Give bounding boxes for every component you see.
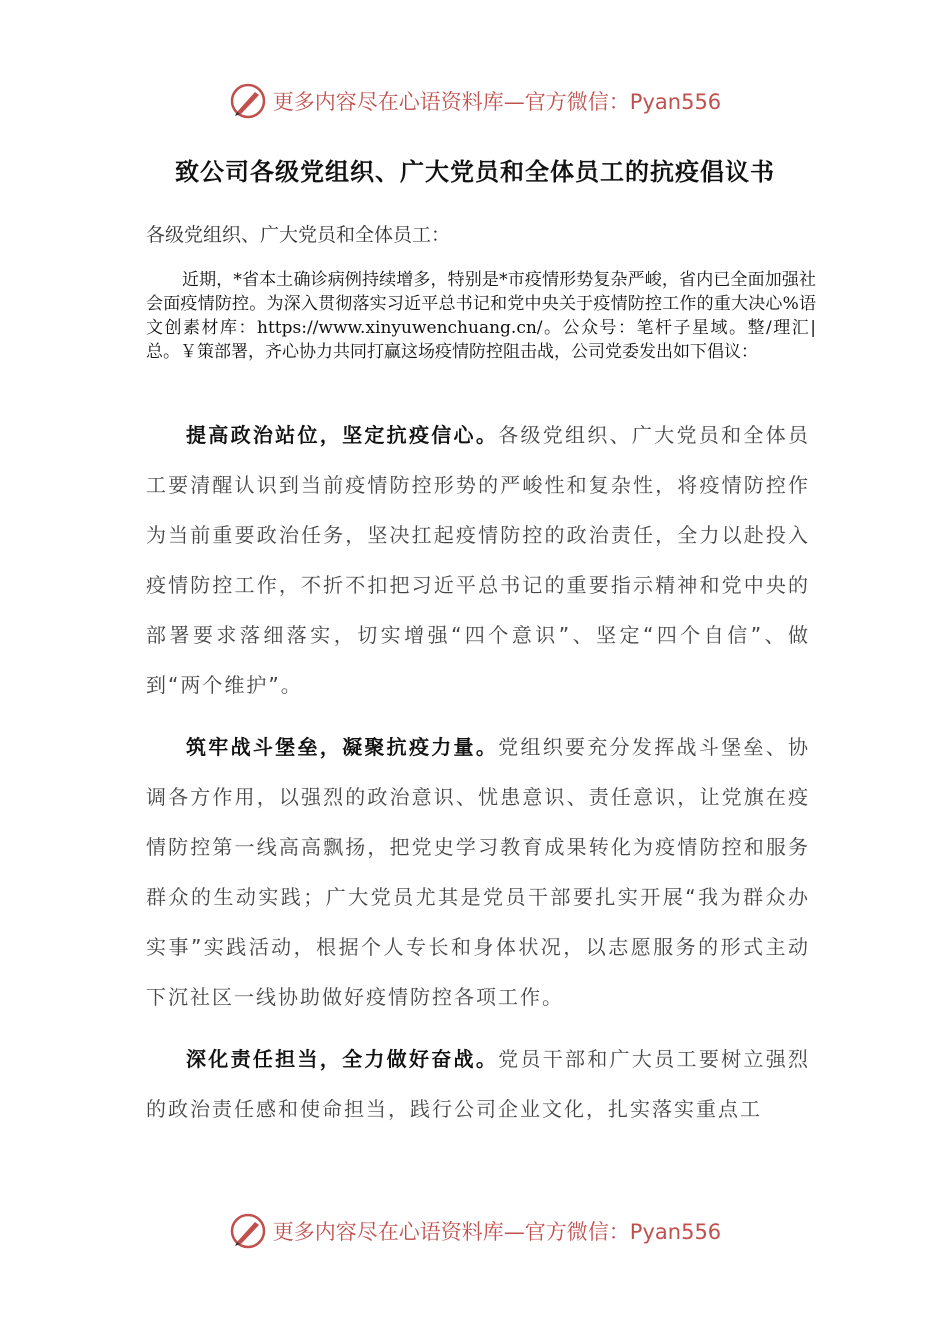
watermark-text: 更多内容尽在心语资料库—官方微信：Pyan556: [272, 90, 722, 114]
section-paragraph: [146, 1034, 810, 1134]
section-body: 党组织要充分发挥战斗堡垒、协调各方作用，以强烈的政治意识、忧患意识、责任意识，让党旗在疫情防控第一线高高飘扬，把党史学习教育成果转化为疫情防控和服务群众的生动实践；广大党员尤其是党员干部要扎实开展“我为群众办实事”实践活动，根据个人专长和身体状况，以志愿服务的形式主动下沉社区一线协助做好疫情防控各项工作。: [146, 735, 811, 1009]
pen-logo-icon: [229, 82, 267, 120]
document-title: 致公司各级党组织、广大党员和全体员工的抗疫倡议书: [175, 157, 775, 186]
section-body: 各级党组织、广大党员和全体员工要清醒认识到当前疫情防控形势的严峻性和复杂性，将疫情防控作为当前重要政治任务，坚决扛起疫情防控的政治责任，全力以赴投入疫情防控工作，不折不扣把习近平总书记的重要指示精神和党中央的部署要求落细落实，切实增强“四个意识”、坚定“四个自信”、做到“两个维护”。: [146, 423, 811, 697]
pen-logo-icon: [229, 1212, 267, 1250]
section-paragraph: [146, 410, 810, 710]
section-heading: 深化责任担当，全力做好奋战。: [186, 1047, 499, 1071]
footer-watermark: [0, 1212, 950, 1250]
section-body: 党员干部和广大员工要树立强烈的政治责任感和使命担当，践行公司企业文化，扎实落实重点工: [146, 1047, 811, 1121]
salutation: 各级党组织、广大党员和全体员工：: [146, 224, 451, 246]
section-heading: 提高政治站位，坚定抗疫信心。: [186, 423, 499, 447]
watermark-text: 更多内容尽在心语资料库—官方微信：Pyan556: [272, 1220, 722, 1244]
header-watermark: [0, 82, 950, 120]
section-heading: 筑牢战斗堡垒，凝聚抗疫力量。: [186, 735, 499, 759]
section-paragraph: [146, 722, 810, 1022]
intro-paragraph: 近期，*省本土确诊病例持续增多，特别是*市疫情形势复杂严峻，省内已全面加强社会面疫情防控。为深入贯彻落实习近平总书记和党中央关于疫情防控工作的重大决心%语文创素材库：https://www.xinyuwenchuang.cn/。公众号：笔杆子星域。整/理汇|总。￥策部署，齐心协力共同打赢这场疫情防控阻击战，公司党委发出如下倡议：: [146, 270, 816, 362]
